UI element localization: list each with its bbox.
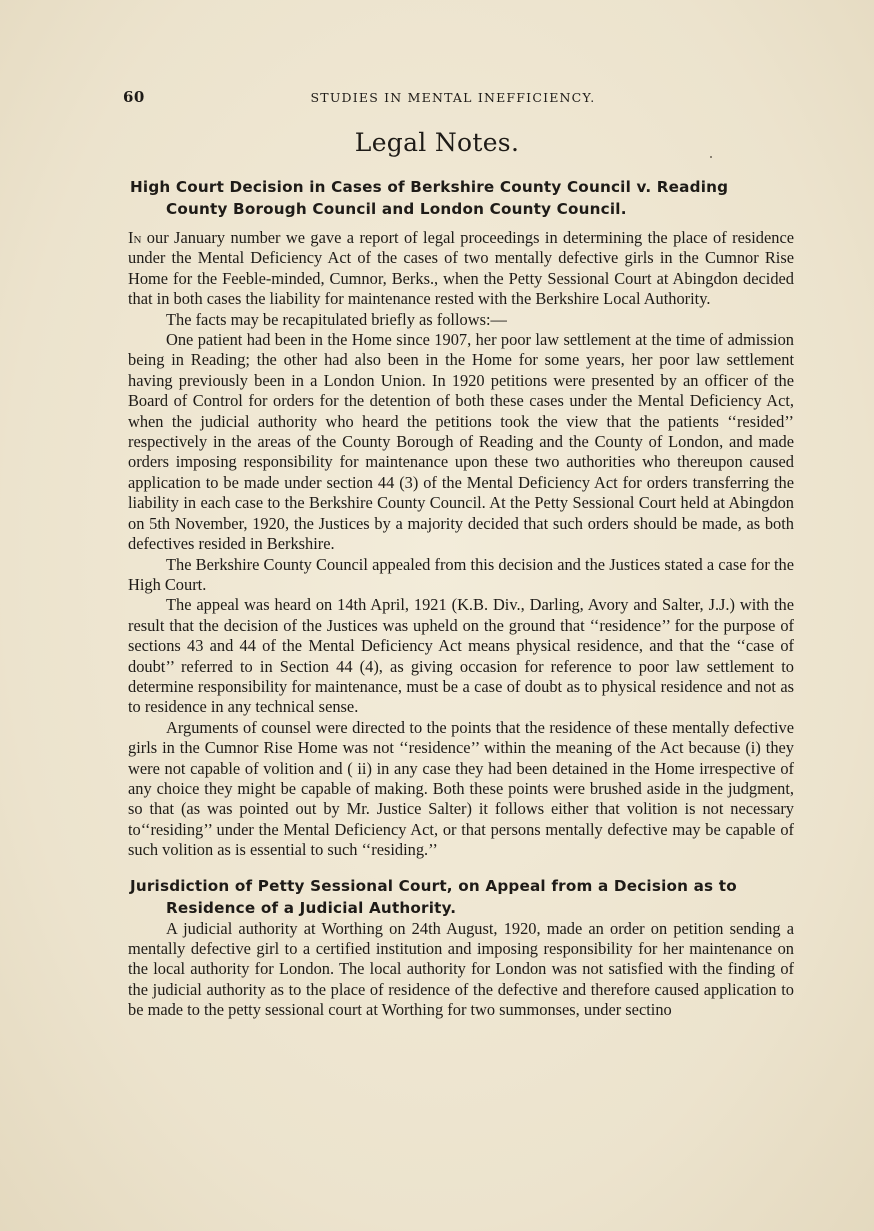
page-number: 60	[123, 88, 145, 106]
paragraph-arguments: Arguments of counsel were directed to the points that the residence of these mentally defective girls in the Cumnor Rise Home was not ‘‘residence’’ within the meaning of the Act because (i) they were not capable of volition and ( ii) in any case they had been detained in the Home irrespective of any choice they might be capable of making. Both these points were brushed aside in the judgment, so that (as was pointed out by Mr. Justice Salter) it follows either that volition is not necessary to‘‘residing’’ under the Mental Deficiency Act, or that persons mentally defective may be capable of such volition as is essential to such ‘‘residing.’’	[128, 717, 794, 860]
paragraph-appeal-heard: The appeal was heard on 14th April, 1921 (K.B. Div., Darling, Avory and Salter, J.J.) with the result that the decision of the Justices was upheld on the ground that ‘‘residence’’ for the purpose of sections 43 and 44 of the Mental Deficiency Act means physical residence, and that the ‘‘case of doubt’’ referred to in Section 44 (4), as giving occasion for reference to poor law settlement to determine responsibility for maintenance, must be a case of doubt as to physical residence and not as to residence in any technical sense.	[128, 595, 794, 717]
article-heading-high-court: High Court Decision in Cases of Berkshire County Council v. Reading County Borough Council and London County Council.	[130, 178, 729, 218]
paragraph-intro	[128, 228, 794, 310]
journal-title: STUDIES IN MENTAL INEFFICIENCY.	[310, 90, 596, 105]
paragraph-intro-text: our January number we gave a report of legal proceedings in determining the place of residence under the Mental Deficiency Act of the cases of two mentally defective girls in the Cumnor Rise Home for the Feeble-minded, Cumnor, Berks., when the Petty Sessional Court at Abingdon decided that in both cases the liability for maintenance rested with the Berkshire Local Authority.	[128, 228, 794, 309]
paragraph-worthing: A judicial authority at Worthing on 24th August, 1920, made an order on petition sending a mentally defective girl to a certified institution and imposing responsibility for her maintenance on the local authority for London. The local authority for London was not satisfied with the finding of the judicial authority as to the place of residence of the defective and therefore caused application to be made to the petty sessional court at Worthing for two summonses, under sectino	[128, 918, 794, 1020]
article-body	[128, 176, 794, 1021]
paper-speck	[710, 156, 712, 158]
paragraph-appeal-filed: The Berkshire County Council appealed from this decision and the Justices stated a case for the High Court.	[128, 554, 794, 594]
paragraph-facts: The facts may be recapitulated briefly as follows:—	[166, 309, 507, 329]
section-title: Legal Notes.	[354, 128, 520, 157]
running-header	[123, 88, 783, 110]
paragraph-patients: One patient had been in the Home since 1907, her poor law settlement at the time of admission being in Reading; the other had also been in the Home for some years, her poor law settlement having previously been in a London Union. In 1920 petitions were presented by an officer of the Board of Control for orders for the detention of both these cases under the Mental Deficiency Act, when the judicial authority who heard the petitions took the view that the patients ‘‘resided’’ respectively in the areas of the County Borough of Reading and the County of London, and made orders imposing responsibility for maintenance upon these two authorities who thereupon caused application to be made under section 44 (3) of the Mental Deficiency Act for orders transferring the liability in each case to the Berkshire County Council. At the Petty Sessional Court held at Abingdon on 5th November, 1920, the Justices by a majority decided that such orders should be made, as both defectives resided in Berkshire.	[128, 330, 794, 554]
article-heading-jurisdiction: Jurisdiction of Petty Sessional Court, on Appeal from a Decision as to Residence of a Judicial Authority.	[130, 876, 737, 917]
lead-in-word: In	[128, 228, 142, 247]
